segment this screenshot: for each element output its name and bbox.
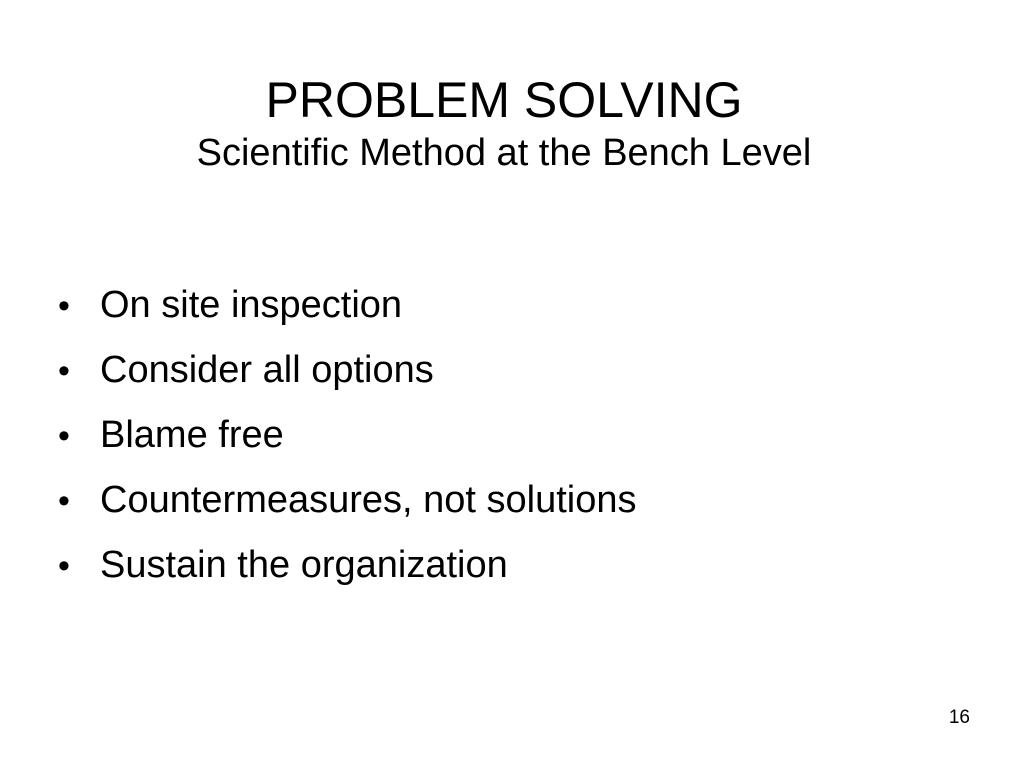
bullet-item <box>58 543 637 608</box>
bullet-text: Countermeasures, not solutions <box>100 479 637 521</box>
slide-subtitle: Scientific Method at the Bench Level <box>196 132 812 174</box>
bullet-icon: • <box>58 287 70 325</box>
bullet-item <box>58 413 637 478</box>
title-block <box>0 70 1008 176</box>
bullet-text: Sustain the organization <box>100 544 508 586</box>
bullet-text: Blame free <box>100 414 284 456</box>
bullet-item <box>58 478 637 543</box>
bullet-item <box>58 283 637 348</box>
bullet-text: On site inspection <box>100 284 403 326</box>
bullet-icon: • <box>58 482 70 520</box>
bullet-list <box>58 283 637 608</box>
bullet-icon: • <box>58 547 70 585</box>
page-number: 16 <box>948 707 970 728</box>
bullet-item <box>58 348 637 413</box>
bullet-icon: • <box>58 352 70 390</box>
slide-title: PROBLEM SOLVING <box>265 72 743 128</box>
bullet-text: Consider all options <box>100 349 434 391</box>
bullet-icon: • <box>58 417 70 455</box>
